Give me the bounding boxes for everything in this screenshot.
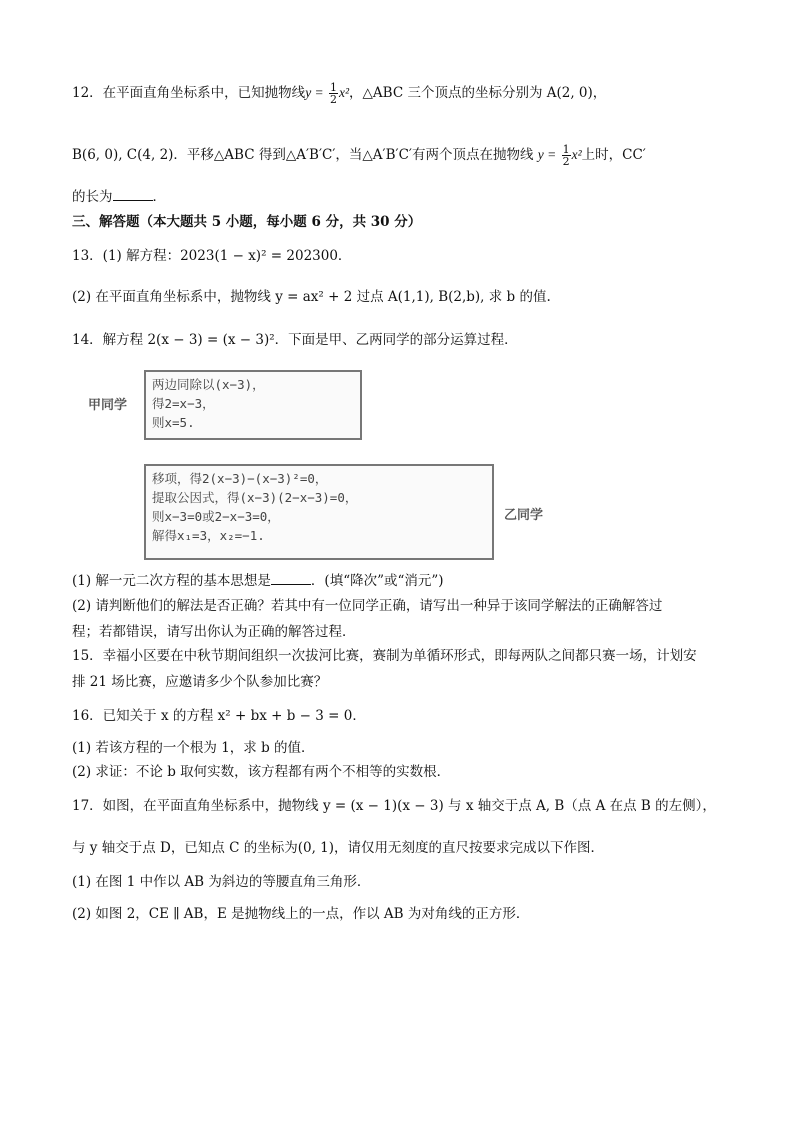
q12-text-1a: 12．在平面直角坐标系中，已知抛物线 (72, 85, 306, 101)
q14-part-1: (1) 解一元二次方程的基本思想是 ．(填“降次”或“消元”) (72, 570, 444, 591)
q17-line-1: 17．如图，在平面直角坐标系中，抛物线 y = (x − 1)(x − 3) 与 x 轴交于点 A, B（点 A 在点 B 的左侧）， (72, 798, 716, 814)
q13-part-1: 13．(1) 解方程：2023(1 − x)² = 202300． (72, 248, 352, 264)
q12-line-1 (72, 82, 606, 105)
q15-line-2: 排 21 场比赛，应邀请多少个队参加比赛？ (72, 674, 328, 690)
q12-fraction-2: $\frac{1}{2}$ (562, 143, 570, 168)
student-jia-box: 两边同除以(x−3)， 得2=x−3， 则x=5. (144, 370, 362, 440)
q12-line-3: 的长为 ． (72, 186, 166, 207)
q15-line-1: 15．幸福小区要在中秋节期间组织一次拔河比赛，赛制为单循环形式，即每两队之间都只赛一场，计划安 (72, 648, 697, 664)
q16-part-2: (2) 求证：不论 b 取何实数，该方程都有两个不相等的实数根． (72, 764, 451, 780)
q14-part-2a: (2) 请判断他们的解法是否正确？若其中有一位同学正确，请写出一种异于该同学解法的正确解答过 (72, 598, 663, 614)
q12-text-2b: 上时，CC′ (581, 147, 646, 163)
q12-x-squared-1: x² (338, 85, 350, 100)
section-heading: 三、解答题（本大题共 5 小题，每小题 6 分，共 30 分） (72, 214, 422, 230)
q13-part-2: (2) 在平面直角坐标系中，抛物线 y = ax² + 2 过点 A(1,1), B(2,b), 求 b 的值. (72, 289, 551, 305)
student-jia-label: 甲同学 (88, 398, 128, 413)
q17-part-1: (1) 在图 1 中作以 AB 为斜边的等腰直角三角形． (72, 874, 371, 890)
q12-text-1b: ，△ABC 三个顶点的坐标分别为 A(2, 0)， (349, 85, 607, 101)
q12-fraction-1: $\frac{1}{2}$ (329, 81, 337, 106)
student-yi-label: 乙同学 (504, 508, 544, 523)
q17-line-2: 与 y 轴交于点 D，已知点 C 的坐标为(0, 1)，请仅用无刻度的直尺按要求完成以下作图． (72, 840, 605, 856)
q16-part-1: (1) 若该方程的一个根为 1，求 b 的值． (72, 740, 315, 756)
answer-blank (113, 186, 153, 201)
q12-text-2a: B(6, 0), C(4, 2)．平移△ABC 得到△A′B′C′，当△A′B′C′有两个顶点在抛物线 (72, 147, 534, 163)
q12-line-2: B(6, 0), C(4, 2)．平移△ABC 得到△A′B′C′，当△A′B′C′有两个顶点在抛物线 y = $\frac{1}{2}$ x²上时，CC′ (72, 143, 646, 168)
q12-eq-y: y = (305, 85, 324, 100)
q14-solution-image (88, 364, 568, 566)
q14-part-2b: 程；若都错误，请写出你认为正确的解答过程． (72, 624, 356, 640)
q14-stem: 14．解方程 2(x − 3) = (x − 3)²．下面是甲、乙两同学的部分运算过程． (72, 332, 518, 348)
student-yi-box: 移项，得2(x−3)−(x−3)²=0， 提取公因式，得(x−3)(2−x−3)=0， 则x−3=0或2−x−3=0， 解得x₁=3，x₂=−1. (144, 464, 494, 560)
q16-stem: 16．已知关于 x 的方程 x² + bx + b − 3 = 0． (72, 708, 366, 724)
q17-part-2: (2) 如图 2，CE ∥ AB，E 是抛物线上的一点，作以 AB 为对角线的正方形． (72, 906, 530, 922)
answer-blank (271, 570, 311, 585)
